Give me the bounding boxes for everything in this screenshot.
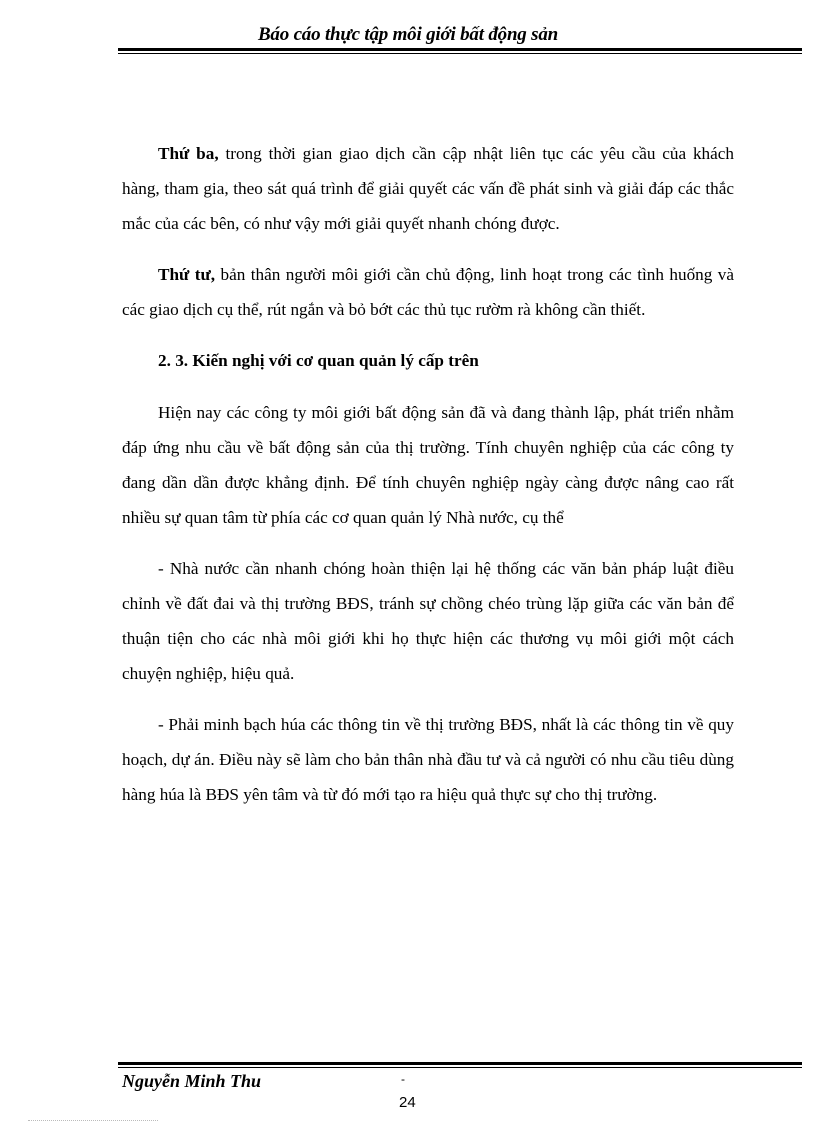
footer-rule-thick [118, 1062, 802, 1065]
section-heading: 2. 3. Kiến nghị với cơ quan quản lý cấp trên [158, 351, 479, 370]
paragraph-recommendation-1: - Nhà nước cần nhanh chóng hoàn thiện lại hệ thống các văn bản pháp luật điều chỉnh về đất đai và thị trường BĐS, tránh sự chồng chéo trùng lặp giữa các văn bản để thuận tiện cho các nhà môi giới khi họ thực hiện các thương vụ môi giới một cách chuyện nghiệp, hiệu quả. [122, 559, 734, 683]
paragraph-recommendation-2: - Phải minh bạch húa các thông tin về thị trường BĐS, nhất là các thông tin về quy hoạch, dự án. Điều này sẽ làm cho bản thân nhà đầu tư và cả người có nhu cầu tiêu dùng hàng húa là BĐS yên tâm và từ đó mới tạo ra hiệu quả thực sự cho thị trường. [122, 715, 734, 804]
page-number: 24 [399, 1094, 416, 1111]
footer-rule-thin [118, 1067, 802, 1068]
page-header-title: Báo cáo thực tập môi giới bất động sản [257, 24, 559, 45]
footer-author: Nguyễn Minh Thu [122, 1071, 262, 1091]
paragraph-intro: Hiện nay các công ty môi giới bất động sản đã và đang thành lập, phát triển nhằm đáp ứng nhu cầu về bất động sản của thị trường. Tính chuyên nghiệp của các công ty đang dần dần được khẳng định. Để tính chuyên nghiệp ngày càng được nâng cao rất nhiều sự quan tâm từ phía các cơ quan quản lý Nhà nước, cụ thể [122, 403, 734, 527]
paragraph-thu-tu [122, 257, 734, 327]
header-rule-thick [118, 48, 802, 51]
paragraph-lead: Thứ ba, [158, 144, 219, 163]
header-rule-thin [118, 53, 802, 54]
page-edge-divider [28, 1120, 158, 1121]
paragraph-lead: Thứ tư, [158, 265, 216, 284]
paragraph-text: bản thân người môi giới cần chủ động, linh hoạt trong các tình huống và các giao dịch cụ thể, rút ngắn và bỏ bớt các thủ tục rườm rà không cần thiết. [122, 265, 735, 319]
document-body [122, 136, 734, 828]
footer-dash: - [401, 1072, 405, 1086]
paragraph-text: trong thời gian giao dịch cần cập nhật liên tục các yêu cầu của khách hàng, tham gia, theo sát quá trình để giải quyết các vấn đề phát sinh và giải đáp các thắc mắc của các bên, có như vậy mới giải quyết nhanh chóng được. [122, 144, 734, 233]
paragraph-thu-ba [122, 136, 734, 241]
